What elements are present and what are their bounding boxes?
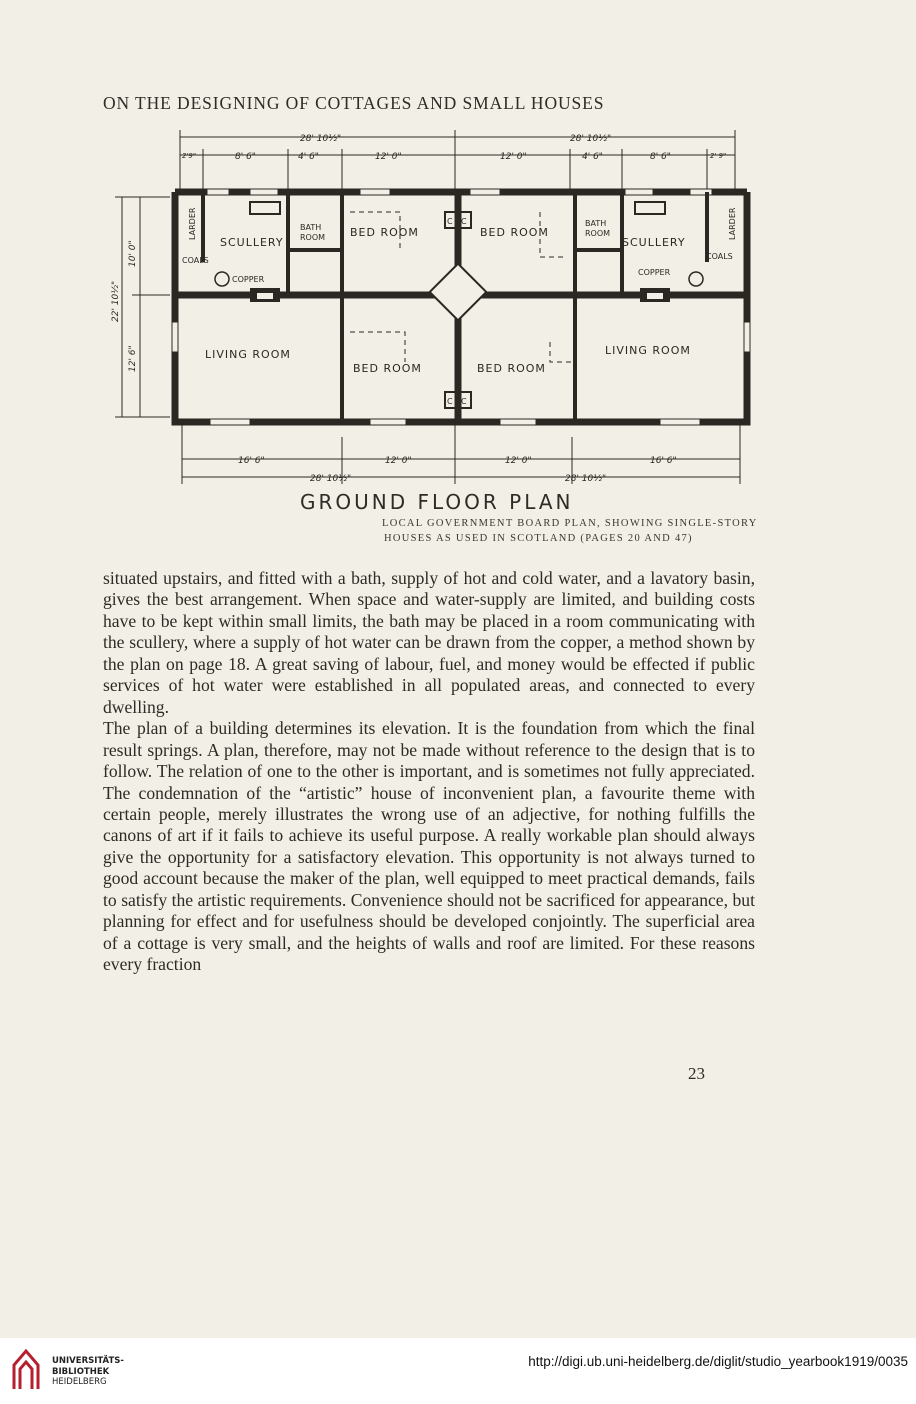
dim-top-seg-2: 8' 6" — [235, 152, 256, 162]
room-copper-right: COPPER — [638, 268, 671, 277]
room-larder-right: LARDER — [728, 207, 737, 240]
plan-title: GROUND FLOOR PLAN — [300, 490, 574, 514]
dim-left-lower: 12' 6" — [128, 345, 138, 372]
floor-plan-drawing — [110, 122, 760, 502]
room-scullery-right: SCULLERY — [622, 236, 686, 249]
dim-top-overall-right: 28' 10½" — [570, 134, 612, 144]
room-bath-left-line2: ROOM — [300, 233, 326, 242]
dim-bottom-overall-right: 28' 10½" — [565, 474, 607, 484]
room-bed-room-bottom-left: BED ROOM — [353, 362, 422, 375]
dim-top-seg-8: 2' 9" — [710, 152, 727, 160]
dim-bottom-overall-left: 28' 10½" — [310, 474, 352, 484]
source-url-link[interactable]: http://digi.ub.uni-heidelberg.de/diglit/studio_yearbook1919/0035 — [528, 1354, 908, 1369]
figure-caption — [382, 516, 762, 546]
page-number: 23 — [688, 1064, 705, 1083]
dim-top-seg-7: 8' 6" — [650, 152, 671, 162]
cupboard-label-3: C — [447, 397, 453, 406]
room-bath-right-line1: BATH — [585, 219, 607, 228]
cupboard-label-1: C — [447, 217, 453, 226]
dim-left-overall: 22' 10½" — [111, 280, 121, 322]
cupboard-label-2: C — [461, 217, 467, 226]
dim-top-overall-left: 28' 10½" — [300, 134, 342, 144]
room-larder-left: LARDER — [188, 207, 197, 240]
body-text — [103, 568, 755, 976]
library-name — [52, 1356, 124, 1388]
dim-bottom-seg-1: 16' 6" — [238, 456, 265, 466]
dim-left-upper: 10' 0" — [128, 240, 138, 267]
ground-floor-plan-figure — [110, 122, 760, 502]
paragraph-2: The plan of a building determines its elevation. It is the foundation from which the final result springs. A plan, therefore, may not be made without reference to the design that is to follow. The relation of one to the other is important, and is sometimes not fully appreciated. The condemnation of the “artistic” house of inconvenient plan, a favourite theme with certain people, merely illustrates the wrong use of an adjective, for nothing fulfills the canons of art if it fails to achieve its useful purpose. A really workable plan should always give the opportunity for a satisfactory elevation. This opportunity is not always turned to good account because the maker of the plan, well equipped to meet practical demands, fails to satisfy the artistic requirements. Convenience should not be sacrificed for appearance, but planning for effect and for usefulness should be developed conjointly. The superficial area of a cottage is very small, and the heights of walls and roof are limited. For these reasons every fraction — [103, 718, 755, 975]
room-scullery-left: SCULLERY — [220, 236, 284, 249]
room-coals-left: COALS — [182, 256, 209, 265]
dim-bottom-seg-2: 12' 0" — [385, 456, 412, 466]
room-living-room-left: LIVING ROOM — [205, 348, 291, 361]
paragraph-1: situated upstairs, and fitted with a bath, supply of hot and cold water, and a lavatory basin, gives the best arrangement. When space and water-supply are limited, and building costs have to be kept within small limits, the bath may be placed in a room communicating with the scullery, where a supply of hot water can be drawn from the copper, a method shown by the plan on page 18. A great saving of labour, fuel, and money would be effected if public services of hot water were established in all populated areas, and connected to every dwelling. — [103, 568, 755, 717]
dim-top-seg-6: 4' 6" — [582, 152, 603, 162]
room-copper-left: COPPER — [232, 275, 265, 284]
dim-top-seg-1: 2'9" — [182, 152, 197, 160]
cupboard-label-4: C — [461, 397, 467, 406]
caption-line-1: LOCAL GOVERNMENT BOARD PLAN, SHOWING SINGLE-STORY — [382, 518, 758, 529]
room-bath-left-line1: BATH — [300, 223, 322, 232]
dim-top-seg-3: 4' 6" — [298, 152, 319, 162]
caption-line-2: HOUSES AS USED IN SCOTLAND (PAGES 20 AND 47) — [384, 533, 693, 544]
room-bath-right-line2: ROOM — [585, 229, 611, 238]
library-name-line-1: UNIVERSITÄTS- — [52, 1356, 124, 1366]
library-logo-icon — [10, 1345, 42, 1393]
room-bed-room-top-left: BED ROOM — [350, 226, 419, 239]
room-bed-room-top-right: BED ROOM — [480, 226, 549, 239]
digitization-footer — [0, 1338, 916, 1404]
dim-top-seg-5: 12' 0" — [500, 152, 527, 162]
dim-bottom-seg-4: 16' 6" — [650, 456, 677, 466]
running-head: ON THE DESIGNING OF COTTAGES AND SMALL HOUSES — [103, 93, 605, 113]
room-bed-room-bottom-right: BED ROOM — [477, 362, 546, 375]
room-coals-right: COALS — [706, 252, 733, 261]
dim-bottom-seg-3: 12' 0" — [505, 456, 532, 466]
library-name-line-3: HEIDELBERG — [52, 1377, 107, 1387]
room-living-room-right: LIVING ROOM — [605, 344, 691, 357]
dim-top-seg-4: 12' 0" — [375, 152, 402, 162]
library-name-line-2: BIBLIOTHEK — [52, 1366, 110, 1377]
